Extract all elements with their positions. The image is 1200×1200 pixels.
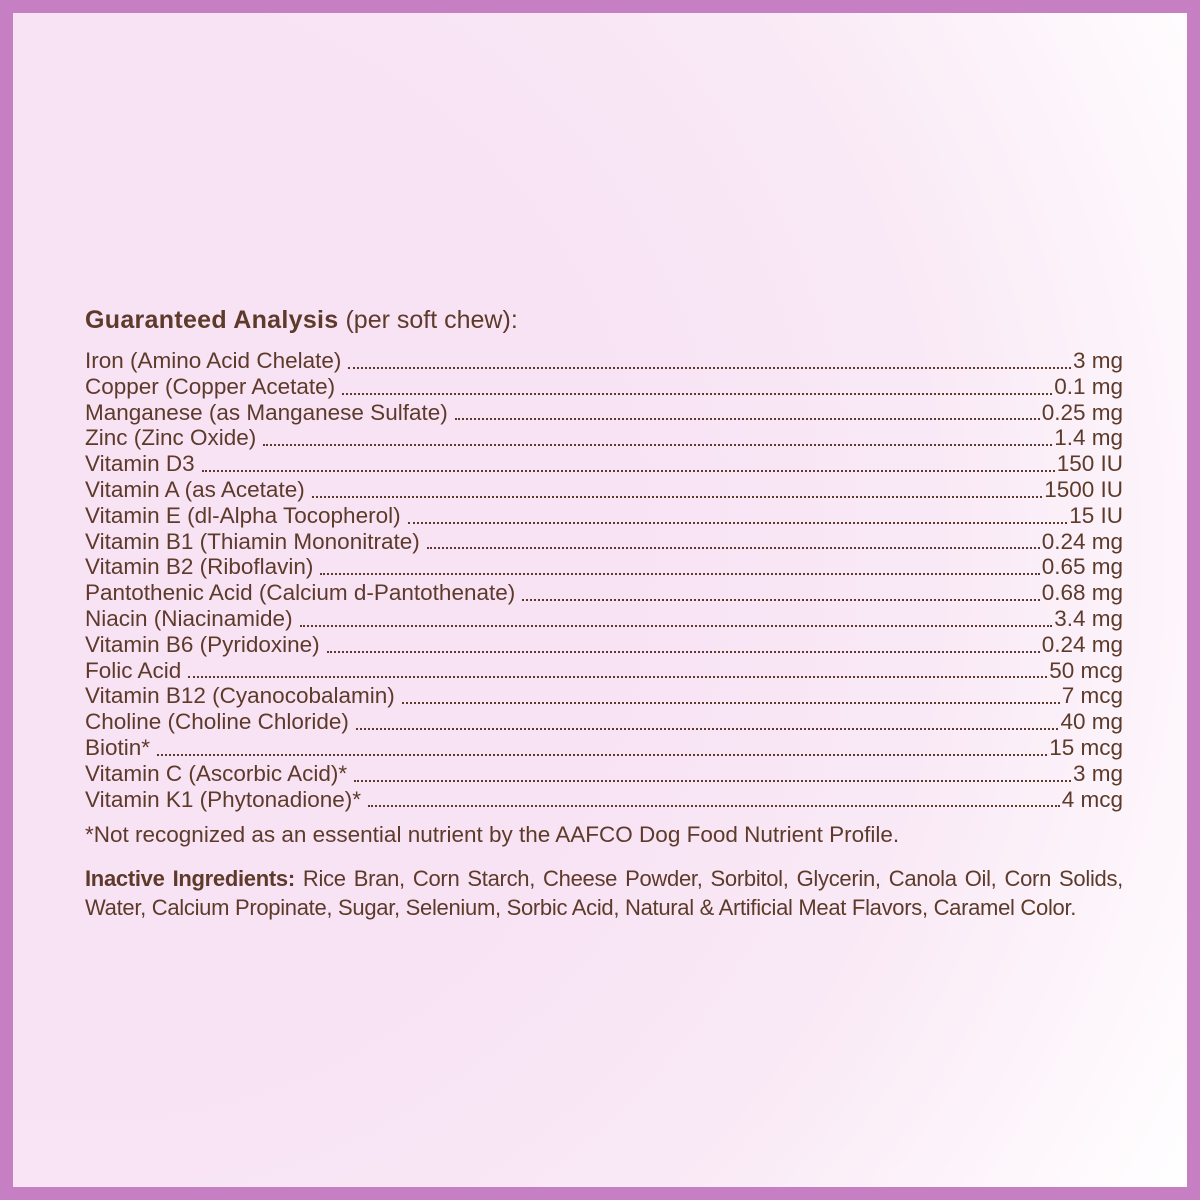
section-title: [85, 305, 1123, 335]
nutrient-value: 0.65 mg: [1041, 554, 1123, 580]
nutrient-name: Vitamin B1 (Thiamin Mononitrate): [85, 528, 420, 554]
inactive-ingredients-text: Rice Bran, Corn Starch, Cheese Powder, Sorbitol, Glycerin, Canola Oil, Corn Solids, Water, Calcium Propinate, Sugar, Selenium, Sorbic Acid, Natural & Artificial Meat Flavors, Caramel Color.: [85, 866, 1123, 920]
dotted-leader: [202, 470, 1055, 472]
dotted-leader: [320, 573, 1039, 575]
nutrient-name: Pantothenic Acid (Calcium d-Pantothenate): [85, 580, 516, 606]
nutrient-value: 15 mcg: [1049, 734, 1123, 760]
nutrient-row: [85, 529, 1123, 555]
dotted-leader: [263, 444, 1052, 446]
dotted-leader: [157, 754, 1047, 756]
dotted-leader: [356, 728, 1059, 730]
nutrient-value: 0.25 mg: [1041, 399, 1123, 425]
nutrient-value: 50 mcg: [1049, 657, 1123, 683]
inactive-ingredients-heading: Inactive Ingredients:: [85, 866, 295, 892]
nutrient-row: [85, 632, 1123, 658]
nutrient-row: [85, 580, 1123, 606]
nutrient-name: Folic Acid: [85, 657, 182, 683]
nutrient-name: Vitamin B12 (Cyanocobalamin): [85, 683, 395, 709]
nutrient-value: 0.68 mg: [1041, 580, 1123, 606]
nutrient-row: [85, 735, 1123, 761]
nutrient-name: Vitamin E (dl-Alpha Tocopherol): [85, 502, 401, 528]
nutrient-value: 0.1 mg: [1054, 373, 1123, 399]
nutrient-value: 0.24 mg: [1041, 528, 1123, 554]
dotted-leader: [522, 599, 1039, 601]
nutrient-name: Iron (Amino Acid Chelate): [85, 348, 342, 373]
dotted-leader: [300, 625, 1053, 627]
dotted-leader: [402, 702, 1060, 704]
nutrient-name: Vitamin B6 (Pyridoxine): [85, 631, 320, 657]
nutrient-row: [85, 658, 1123, 684]
nutrient-name: Vitamin C (Ascorbic Acid)*: [85, 760, 348, 786]
nutrient-name: Biotin*: [85, 734, 151, 760]
nutrient-row: [85, 451, 1123, 477]
nutrient-row: [85, 348, 1123, 374]
nutrient-value: 1500 IU: [1044, 476, 1123, 502]
nutrient-value: 0.24 mg: [1041, 631, 1123, 657]
nutrient-row: [85, 477, 1123, 503]
nutrient-value: 3 mg: [1072, 760, 1123, 786]
nutrient-row: [85, 554, 1123, 580]
section-title-bold: Guaranteed Analysis: [85, 306, 339, 334]
nutrient-row: [85, 374, 1123, 400]
nutrient-value: 150 IU: [1056, 451, 1123, 477]
nutrient-name: Vitamin B2 (Riboflavin): [85, 554, 314, 580]
nutrient-list: [85, 348, 1123, 812]
nutrient-name: Vitamin K1 (Phytonadione)*: [85, 786, 361, 812]
dotted-leader: [354, 780, 1071, 782]
dotted-leader: [368, 805, 1060, 807]
nutrient-name: Copper (Copper Acetate): [85, 373, 336, 399]
inactive-ingredients: [85, 865, 1123, 922]
nutrient-row: [85, 683, 1123, 709]
nutrient-value: 3 mg: [1072, 348, 1123, 373]
dotted-leader: [188, 676, 1047, 678]
nutrient-name: Vitamin D3: [85, 451, 195, 477]
nutrient-row: [85, 787, 1123, 813]
dotted-leader: [408, 522, 1068, 524]
nutrient-row: [85, 606, 1123, 632]
nutrient-value: 15 IU: [1069, 502, 1123, 528]
nutrient-value: 1.4 mg: [1054, 425, 1123, 451]
nutrient-name: Vitamin A (as Acetate): [85, 476, 305, 502]
nutrient-name: Zinc (Zinc Oxide): [85, 425, 257, 451]
dotted-leader: [427, 547, 1040, 549]
nutrient-name: Choline (Choline Chloride): [85, 709, 349, 735]
nutrient-value: 4 mcg: [1061, 786, 1123, 812]
dotted-leader: [348, 367, 1071, 369]
nutrient-name: Manganese (as Manganese Sulfate): [85, 399, 448, 425]
guaranteed-analysis-panel: [85, 305, 1123, 922]
nutrient-value: 3.4 mg: [1054, 605, 1123, 631]
dotted-leader: [312, 496, 1042, 498]
section-title-suffix: (per soft chew):: [345, 306, 518, 334]
nutrient-value: 40 mg: [1060, 709, 1123, 735]
nutrient-row: [85, 709, 1123, 735]
dotted-leader: [455, 418, 1040, 420]
nutrient-value: 7 mcg: [1061, 683, 1123, 709]
dotted-leader: [327, 651, 1040, 653]
nutrient-name: Niacin (Niacinamide): [85, 605, 293, 631]
nutrient-row: [85, 503, 1123, 529]
nutrient-row: [85, 400, 1123, 426]
nutrient-row: [85, 761, 1123, 787]
nutrient-row: [85, 425, 1123, 451]
dotted-leader: [342, 393, 1052, 395]
aafco-footnote: *Not recognized as an essential nutrient by the AAFCO Dog Food Nutrient Profile.: [85, 822, 900, 848]
